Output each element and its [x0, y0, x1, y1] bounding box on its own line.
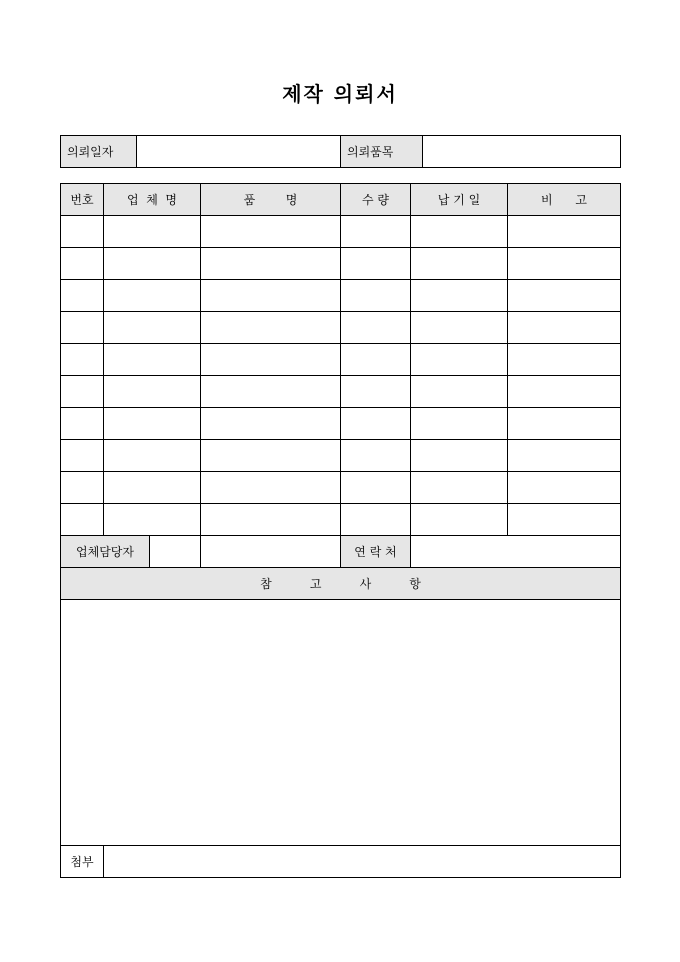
cell-due-date[interactable]: [411, 248, 508, 280]
cell-due-date[interactable]: [411, 472, 508, 504]
table-row: [61, 248, 621, 280]
cell-due-date[interactable]: [411, 344, 508, 376]
contact-row: [61, 536, 621, 568]
cell-number[interactable]: [61, 440, 104, 472]
cell-number[interactable]: [61, 312, 104, 344]
cell-quantity[interactable]: [341, 280, 411, 312]
cell-remarks[interactable]: [508, 216, 621, 248]
cell-quantity[interactable]: [341, 376, 411, 408]
cell-company[interactable]: [104, 216, 201, 248]
cell-number[interactable]: [61, 344, 104, 376]
cell-quantity[interactable]: [341, 248, 411, 280]
cell-due-date[interactable]: [411, 504, 508, 536]
cell-item[interactable]: [201, 504, 341, 536]
manager-label: 업체담당자: [61, 536, 150, 567]
request-info-table: [60, 135, 621, 168]
cell-number[interactable]: [61, 408, 104, 440]
table-row: [61, 344, 621, 376]
notes-body-row: [61, 600, 621, 846]
cell-item[interactable]: [201, 408, 341, 440]
attachment-label: 첨부: [61, 846, 104, 878]
header-cell-company: 업 체 명: [104, 184, 201, 216]
header-cell-quantity: 수 량: [341, 184, 411, 216]
cell-item[interactable]: [201, 248, 341, 280]
cell-number[interactable]: [61, 472, 104, 504]
manager-field-extension[interactable]: [201, 536, 341, 568]
table-row: [61, 376, 621, 408]
cell-company[interactable]: [104, 472, 201, 504]
cell-due-date[interactable]: [411, 280, 508, 312]
header-cell-remarks: 비 고: [508, 184, 621, 216]
cell-remarks[interactable]: [508, 248, 621, 280]
cell-item[interactable]: [201, 472, 341, 504]
cell-number[interactable]: [61, 280, 104, 312]
attachment-row: [61, 846, 621, 878]
request-item-field[interactable]: [423, 136, 621, 168]
cell-item[interactable]: [201, 376, 341, 408]
cell-company[interactable]: [104, 504, 201, 536]
manager-field[interactable]: [150, 536, 200, 567]
manager-label-cell: [61, 536, 201, 568]
header-cell-item: 품 명: [201, 184, 341, 216]
cell-due-date[interactable]: [411, 376, 508, 408]
cell-remarks[interactable]: [508, 312, 621, 344]
cell-company[interactable]: [104, 344, 201, 376]
table-row: [61, 312, 621, 344]
cell-company[interactable]: [104, 280, 201, 312]
cell-quantity[interactable]: [341, 504, 411, 536]
cell-quantity[interactable]: [341, 408, 411, 440]
cell-quantity[interactable]: [341, 216, 411, 248]
cell-item[interactable]: [201, 440, 341, 472]
cell-due-date[interactable]: [411, 312, 508, 344]
document-title: 제작 의뢰서: [282, 82, 398, 106]
notes-header-row: [61, 568, 621, 600]
table-row: [61, 280, 621, 312]
notes-field[interactable]: [61, 600, 621, 846]
cell-number[interactable]: [61, 248, 104, 280]
cell-company[interactable]: [104, 440, 201, 472]
table-row: [61, 216, 621, 248]
cell-due-date[interactable]: [411, 440, 508, 472]
table-header-row: [61, 184, 621, 216]
cell-quantity[interactable]: [341, 312, 411, 344]
request-date-field[interactable]: [137, 136, 341, 168]
table-row: [61, 408, 621, 440]
cell-remarks[interactable]: [508, 280, 621, 312]
attachment-field[interactable]: [104, 846, 621, 878]
cell-remarks[interactable]: [508, 408, 621, 440]
cell-company[interactable]: [104, 312, 201, 344]
cell-number[interactable]: [61, 504, 104, 536]
cell-item[interactable]: [201, 312, 341, 344]
cell-company[interactable]: [104, 376, 201, 408]
header-cell-due-date: 납 기 일: [411, 184, 508, 216]
cell-due-date[interactable]: [411, 408, 508, 440]
cell-item[interactable]: [201, 344, 341, 376]
cell-company[interactable]: [104, 248, 201, 280]
header-cell-number: 번호: [61, 184, 104, 216]
cell-due-date[interactable]: [411, 216, 508, 248]
cell-number[interactable]: [61, 376, 104, 408]
cell-quantity[interactable]: [341, 344, 411, 376]
cell-remarks[interactable]: [508, 472, 621, 504]
cell-item[interactable]: [201, 280, 341, 312]
cell-company[interactable]: [104, 408, 201, 440]
phone-label: 연 락 처: [341, 536, 411, 568]
cell-quantity[interactable]: [341, 440, 411, 472]
cell-quantity[interactable]: [341, 472, 411, 504]
notes-label: 참 고 사 항: [61, 568, 621, 600]
request-date-label: 의뢰일자: [61, 136, 137, 168]
cell-item[interactable]: [201, 216, 341, 248]
cell-number[interactable]: [61, 216, 104, 248]
table-row: [61, 440, 621, 472]
cell-remarks[interactable]: [508, 376, 621, 408]
table-row: [61, 504, 621, 536]
cell-remarks[interactable]: [508, 344, 621, 376]
cell-remarks[interactable]: [508, 504, 621, 536]
phone-field[interactable]: [411, 536, 621, 568]
request-item-label: 의뢰품목: [341, 136, 423, 168]
cell-remarks[interactable]: [508, 440, 621, 472]
table-row: [61, 472, 621, 504]
order-table: [60, 183, 621, 878]
